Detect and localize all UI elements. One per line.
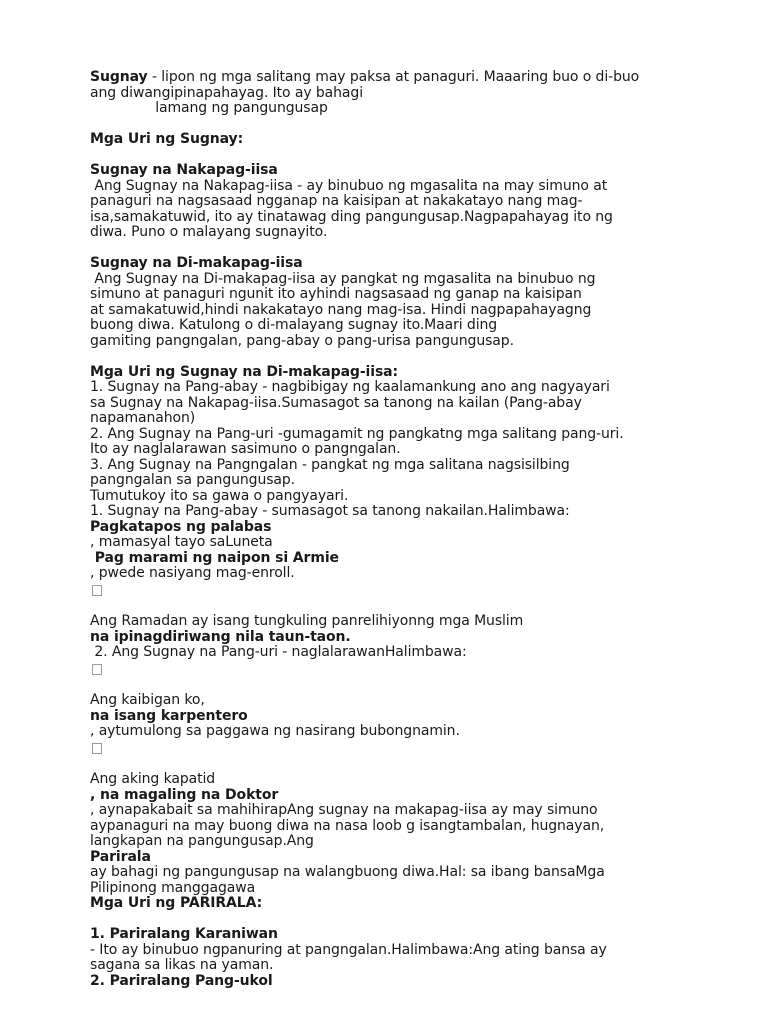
- bold-term: Sugnay: [90, 69, 148, 85]
- text-line: 3. Ang Sugnay na Pangngalan - pangkat ng mga salitana nagsisilbing: [90, 456, 570, 473]
- text-line: sagana sa likas na yaman.: [90, 957, 274, 973]
- blank-line: [90, 148, 690, 164]
- heading-line: Pag marami ng naipon si Armie: [90, 549, 339, 566]
- text-line: Ito ay naglalarawan sasimuno o pangngalan.: [90, 441, 401, 457]
- text-line: simuno at panaguri ngunit ito ayhindi nagsasaad ng ganap na kaisipan: [90, 286, 582, 302]
- heading-line: 2. Pariralang Pang-ukol: [90, 972, 273, 989]
- heading-line: na ipinagdiriwang nila taun-taon.: [90, 628, 351, 645]
- text-line: , aynapakabait sa mahihirapAng sugnay na makapag-iisa ay may simuno: [90, 802, 598, 818]
- heading-line: , na magaling na Doktor: [90, 786, 279, 803]
- text-line: diwa. Puno o malayang sugnayito.: [90, 224, 328, 240]
- text-line: Tumutukoy ito sa gawa o pangyayari.: [90, 487, 349, 504]
- missing-glyph-box-icon: [92, 585, 102, 596]
- text-line: Ang Ramadan ay isang tungkuling panrelihiyonng mga Muslim: [90, 613, 524, 629]
- heading-line: Sugnay na Nakapag-iisa: [90, 162, 278, 178]
- text-line: 1. Sugnay na Pang-abay - sumasagot sa tanong nakailan.Halimbawa:: [90, 503, 570, 519]
- text-line: langkapan na pangungusap.Ang: [90, 833, 314, 849]
- heading-line: 1. Pariralang Karaniwan: [90, 926, 278, 942]
- text-line: Ang aking kapatid: [90, 771, 216, 787]
- text-line: isa,samakatuwid, ito ay tinatawag ding pangungusap.Nagpapahayag ito ng: [90, 208, 613, 225]
- text-line: Pilipinong manggagawa: [90, 879, 256, 896]
- document-page: [90, 70, 690, 989]
- blank-line: [90, 757, 690, 773]
- text-line: , pwede nasiyang mag-enroll.: [90, 565, 295, 581]
- heading-line: Mga Uri ng Sugnay:: [90, 131, 244, 147]
- blank-line: [90, 599, 690, 615]
- text-line: ay bahagi ng pangungusap na walangbuong diwa.Hal: sa ibang bansaMga: [90, 864, 605, 880]
- heading-line: Pagkatapos ng palabas: [90, 518, 272, 535]
- text-line: - Ito ay binubuo ngpanuring at pangngalan.Halimbawa:Ang ating bansa ay: [90, 941, 607, 958]
- text-line: sa Sugnay na Nakapag-iisa.Sumasagot sa tanong na kailan (Pang-abay: [90, 394, 582, 411]
- text-line: at samakatuwid,hindi nakakatayo nang mag-isa. Hindi nagpapahayagng: [90, 301, 592, 318]
- heading-line: na isang karpentero: [90, 707, 248, 724]
- text-line: Ang kaibigan ko,: [90, 692, 205, 708]
- text-line: Ang Sugnay na Di-makapag-iisa ay pangkat ng mgasalita na binubuo ng: [90, 270, 596, 287]
- heading-line: Parirala: [90, 848, 151, 865]
- text-line: [90, 70, 690, 86]
- text-line: 2. Ang Sugnay na Pang-uri - naglalarawanHalimbawa:: [90, 644, 467, 660]
- heading-line: Mga Uri ng Sugnay na Di-makapag-iisa:: [90, 363, 399, 380]
- blank-line: [90, 241, 690, 257]
- text-line: napamanahon): [90, 410, 196, 426]
- missing-glyph-box-icon: [92, 743, 102, 754]
- missing-glyph-box-icon: [92, 664, 102, 675]
- text-line: panaguri na nagsasaad ngganap na kaisipan at nakakatayo nang mag-: [90, 193, 583, 209]
- heading-line: Mga Uri ng PARIRALA:: [90, 895, 263, 911]
- text-line: aypanaguri na may buong diwa na nasa loob g isangtambalan, hugnayan,: [90, 817, 605, 834]
- text-line: Ang Sugnay na Nakapag-iisa - ay binubuo ng mgasalita na may simuno at: [90, 177, 608, 194]
- text-line: lamang ng pangungusap: [90, 100, 328, 116]
- heading-line: Sugnay na Di-makapag-iisa: [90, 255, 303, 271]
- blank-line: [90, 912, 690, 928]
- text-line: 2. Ang Sugnay na Pang-uri -gumagamit ng pangkatng mga salitang pang-uri.: [90, 425, 624, 442]
- text-line: pangngalan sa pangungusap.: [90, 472, 296, 488]
- text-line: , mamasyal tayo saLuneta: [90, 534, 273, 550]
- text-line: , aytumulong sa paggawa ng nasirang bubongnamin.: [90, 723, 460, 739]
- text-line: 1. Sugnay na Pang-abay - nagbibigay ng kaalamankung ano ang nagyayari: [90, 379, 610, 395]
- blank-line: [90, 678, 690, 694]
- blank-line: [90, 349, 690, 365]
- text-line: buong diwa. Katulong o di-malayang sugnay ito.Maari ding: [90, 317, 498, 333]
- text-run: - lipon ng mga salitang may paksa at panaguri. Maaaring buo o di-buo: [147, 69, 640, 85]
- text-line: ang diwangipinapahayag. Ito ay bahagi: [90, 84, 363, 101]
- text-line: gamiting pangngalan, pang-abay o pang-urisa pangungusap.: [90, 332, 514, 349]
- blank-line: [90, 117, 690, 133]
